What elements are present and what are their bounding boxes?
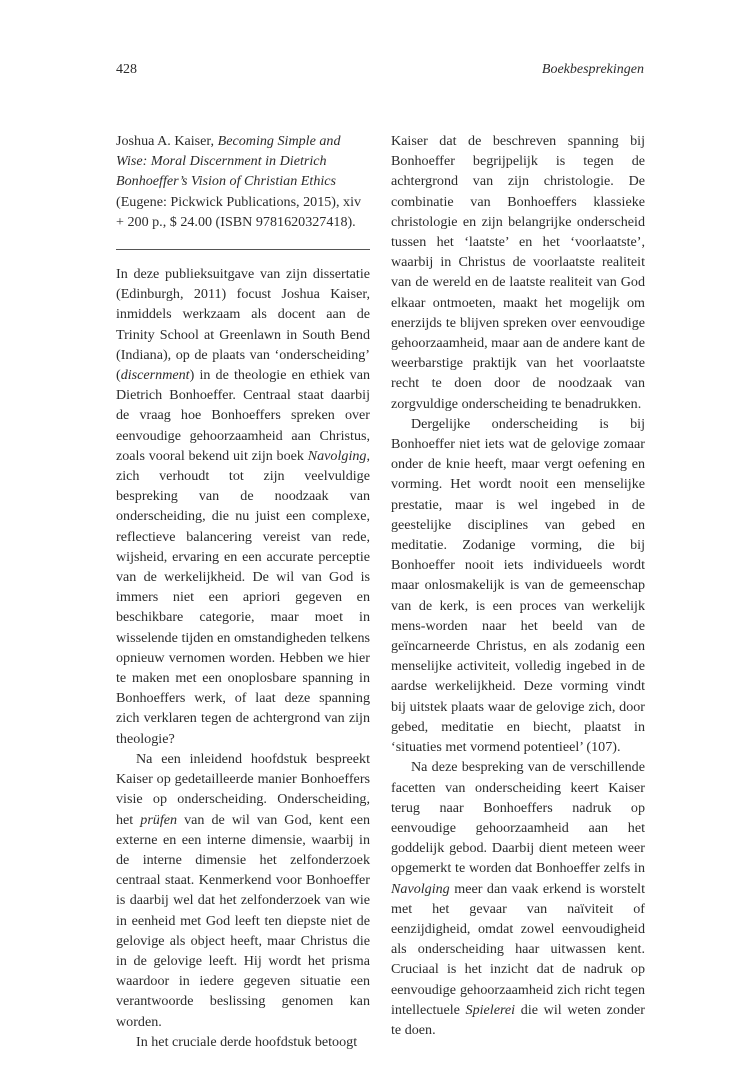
text-run: In deze publieksuitgave van zijn dissertatie (Edinburgh, 2011) focust Joshua Kaiser, inmiddels werkzaam als docent aan de Trinity School at Greenlawn in South Bend (Indiana), op de plaats van ‘onderscheiding’ ( — [116, 266, 370, 384]
review-citation — [116, 131, 370, 232]
book-title: Navolging — [391, 880, 450, 897]
paragraph-3-continued: Kaiser dat de beschreven spanning bij Bonhoeffer begrijpelijk is tegen de achtergrond van zijn christologie. De combinatie van Bonhoeffers klassieke christologie en zijn belangrijke onderscheid tussen het ‘laatste’ en het ‘voorlaatste’, waarbij in Christus de voorlaatste realiteit van de wereld en de laatste realiteit van God elkaar ontmoeten, maakt het mogelijk om enerzijds te blijven spreken over eenvoudige gehoorzaamheid, maar aan de andere kant de weerbarstige praktijk van het voorlaatste recht te doen door de noodzaak van zorgvuldige onderscheiding te benadrukken. — [391, 133, 645, 412]
citation-title: Becoming Simple and Wise: Moral Discernment in Dietrich Bonhoeffer’s Vision of Christian Ethics — [116, 133, 341, 190]
paragraph-2 — [116, 749, 370, 1032]
text-run: Na een inleidend hoofdstuk bespreekt Kaiser op gedetailleerde manier Bonhoeffers visie op onderscheiding. Onderscheiding, het — [116, 750, 370, 828]
emphasis-term: prüfen — [140, 811, 178, 828]
citation-details: (Eugene: Pickwick Publications, 2015), xiv + 200 p., $ 24.00 (ISBN 9781620327418). — [116, 193, 362, 230]
citation-author: Joshua A. Kaiser, — [116, 133, 218, 149]
citation-divider — [116, 249, 370, 250]
page-number: 428 — [116, 62, 137, 77]
text-run: ) in de theologie en ethiek van Dietrich Bonhoeffer. Centraal staat daarbij de vraag hoe Bonhoeffers spreken over eenvoudige gehoorzaamheid aan Christus, zoals vooral bekend uit zijn boek — [116, 367, 370, 464]
paragraph-5 — [391, 757, 645, 1040]
running-head: Boekbesprekingen — [541, 62, 644, 77]
emphasis-term: discernment — [120, 367, 190, 384]
book-title: Navolging — [307, 447, 367, 464]
left-column — [116, 131, 370, 1052]
text-run: die wil weten zonder te doen. — [391, 1001, 645, 1038]
text-run: meer dan vaak erkend is worstelt met het gevaar van naïviteit of eenzijdigheid, omdat zowel eenvoudigheid als onderscheiding haar uitwassen kent. Cruciaal is het inzicht dat de nadruk op eenvoudige gehoorzaamheid zich richt tegen intellectuele — [391, 880, 645, 1018]
paragraph-3: In het cruciale derde hoofdstuk betoogt — [136, 1033, 358, 1050]
text-run: van de wil van God, kent een externe en een interne dimensie, waarbij in de interne dimensie het zelfonderzoek centraal staat. Kenmerkend voor Bonhoeffer is daarbij wel dat het zelfonderzoek van wie in eenheid met God leeft ten diepste niet de gelovige als object heeft, maar Christus die in de gelovige leeft. Hij wordt het prisma waardoor in iedere gegeven situatie een verantwoorde beslissing genomen kan worden. — [116, 811, 370, 1030]
emphasis-term: Spielerei — [465, 1001, 516, 1018]
text-run: , zich verhoudt tot zijn veelvuldige bespreking van de noodzaak van onderscheiding, die nu juist een complexe, reflectieve balancering vereist van rede, wijsheid, ervaring en een accurate perceptie van de werkelijkheid. De wil van God is immers niet een apriori gegeven en beschikbare categorie, maar moet in wisselende tijden en omstandigheden telkens opnieuw vernomen worden. Hebben we hier te maken met een onoplosbare spanning in Bonhoeffers werk, of laat deze spanning zich verklaren tegen de achtergrond van zijn theologie? — [116, 447, 370, 747]
text-run: Na deze bespreking van de verschillende facetten van onderscheiding keert Kaiser terug naar Bonhoeffers nadruk op eenvoudige gehoorzaamheid aan het goddelijk gebod. Daarbij dient meteen weer opgemerkt te worden dat Bonhoeffer zelfs in — [391, 759, 645, 877]
right-column — [391, 131, 645, 1040]
paragraph-4: Dergelijke onderscheiding is bij Bonhoeffer niet iets wat de gelovige zomaar onder de knie heeft, maar vergt oefening en vorming. Het wordt nooit een menselijke prestatie, maar is wel ingebed in de geestelijke disciplines van gebed en meditatie. Zodanige vorming, die bij Bonhoeffer nooit iets individueels wordt maar onlosmakelijk is van de gemeenschap van de kerk, is een proces van werkelijk mens-worden naar het beeld van de geïncarneerde Christus, en als zodanig een menselijke activiteit, volledig ingebed in de aardse werkelijkheid. Deze vorming vindt bij uitstek plaats waar de gelovige zich, door gebed, meditatie en biecht, plaatst in ‘situaties met vormend potentieel’ (107). — [391, 415, 645, 756]
paragraph-1 — [116, 264, 370, 749]
